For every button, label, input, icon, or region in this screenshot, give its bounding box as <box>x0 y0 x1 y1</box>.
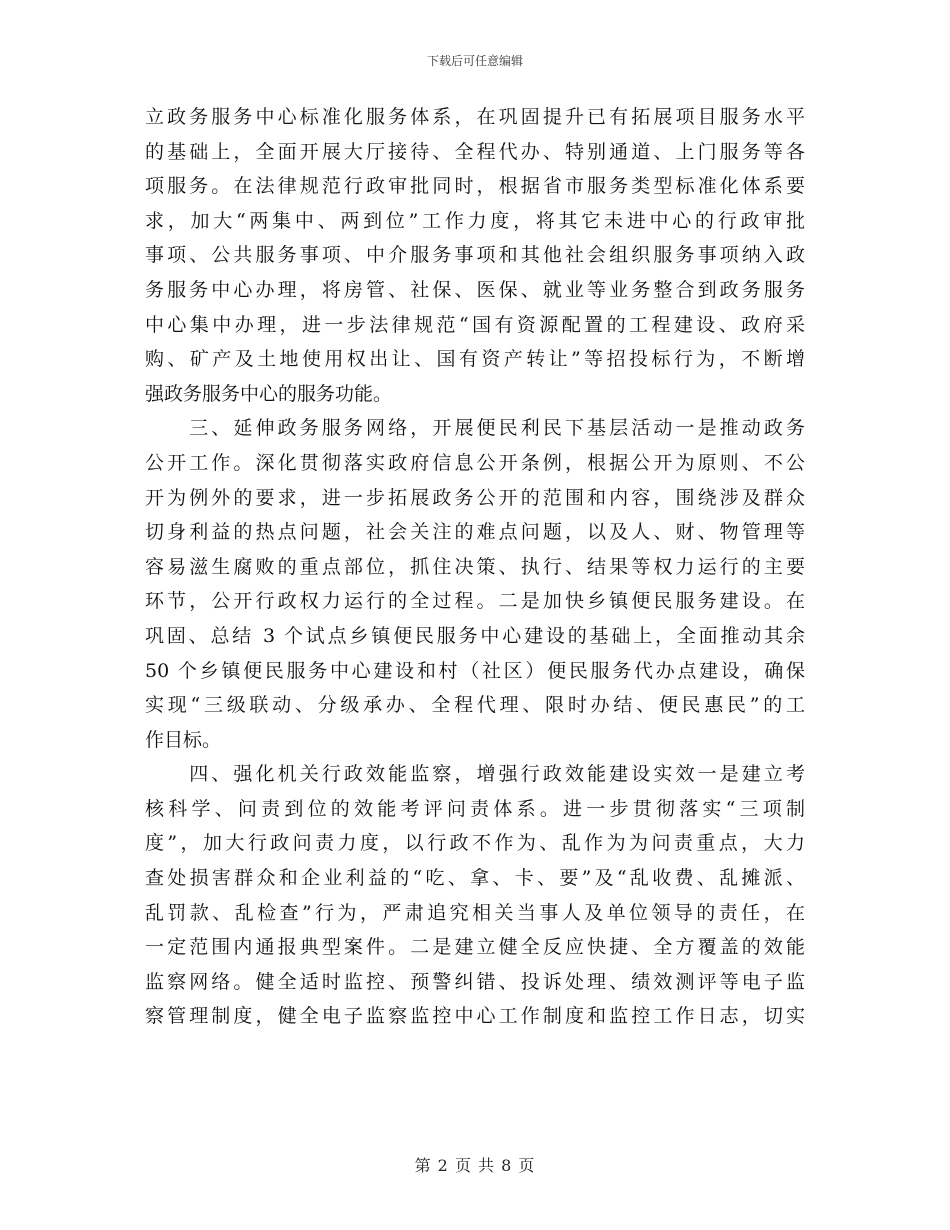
text-line: 察管理制度，健全电子监察监控中心工作制度和监控工作日志，切实 <box>145 1005 805 1028</box>
text-line: 实现“三级联动、分级承办、全程代理、限时办结、便民惠民”的工 <box>145 694 805 717</box>
text-line: 环节，公开行政权力运行的全过程。二是加快乡镇便民服务建设。在 <box>145 590 805 613</box>
text-line: 度”，加大行政问责力度，以行政不作为、乱作为为问责重点，大力 <box>145 832 805 855</box>
text-line: 查处损害群众和企业利益的“吃、拿、卡、要”及“乱收费、乱摊派、 <box>145 867 805 890</box>
text-line: 巩固、总结 3 个试点乡镇便民服务中心建设的基础上，全面推动其余 <box>145 624 805 647</box>
text-line: 作目标。 <box>145 728 222 751</box>
text-line: 务服务中心办理，将房管、社保、医保、就业等业务整合到政务服务 <box>145 278 805 301</box>
text-line: 强政务服务中心的服务功能。 <box>145 382 393 405</box>
text-line: 一定范围内通报典型案件。二是建立健全反应快捷、全方覆盖的效能 <box>145 936 805 959</box>
text-line: 三、延伸政务服务网络，开展便民利民下基层活动一是推动政务 <box>145 417 805 440</box>
text-line: 核科学、问责到位的效能考评问责体系。进一步贯彻落实“三项制 <box>145 797 805 820</box>
text-line: 公开工作。深化贯彻落实政府信息公开条例，根据公开为原则、不公 <box>145 451 805 474</box>
text-line: 监察网络。健全适时监控、预警纠错、投诉处理、绩效测评等电子监 <box>145 970 805 993</box>
text-line: 事项、公共服务事项、中介服务事项和其他社会组织服务事项纳入政 <box>145 244 805 267</box>
document-body <box>145 100 805 1034</box>
text-line: 中心集中办理，进一步法律规范“国有资源配置的工程建设、政府采 <box>145 313 805 336</box>
text-line: 乱罚款、乱检查”行为，严肃追究相关当事人及单位领导的责任，在 <box>145 901 805 924</box>
text-line: 的基础上，全面开展大厅接待、全程代办、特别通道、上门服务等各 <box>145 140 805 163</box>
text-line: 50 个乡镇便民服务中心建设和村（社区）便民服务代办点建设，确保 <box>145 659 805 682</box>
page-header: 下载后可任意编辑 <box>426 54 523 68</box>
text-line: 求，加大“两集中、两到位”工作力度，将其它未进中心的行政审批 <box>145 209 805 232</box>
text-line: 项服务。在法律规范行政审批同时，根据省市服务类型标准化体系要 <box>145 175 805 198</box>
text-line: 立政务服务中心标准化服务体系，在巩固提升已有拓展项目服务水平 <box>145 106 805 128</box>
text-line: 购、矿产及土地使用权出让、国有资产转让”等招投标行为，不断增 <box>145 348 805 371</box>
text-line: 容易滋生腐败的重点部位，抓住决策、执行、结果等权力运行的主要 <box>145 555 805 578</box>
text-line: 四、强化机关行政效能监察，增强行政效能建设实效一是建立考 <box>145 763 805 786</box>
page-footer: 第 2 页 共 8 页 <box>414 1156 536 1175</box>
text-line: 切身利益的热点问题，社会关注的难点问题，以及人、财、物管理等 <box>145 521 805 544</box>
text-line: 开为例外的要求，进一步拓展政务公开的范围和内容，围绕涉及群众 <box>145 486 805 509</box>
